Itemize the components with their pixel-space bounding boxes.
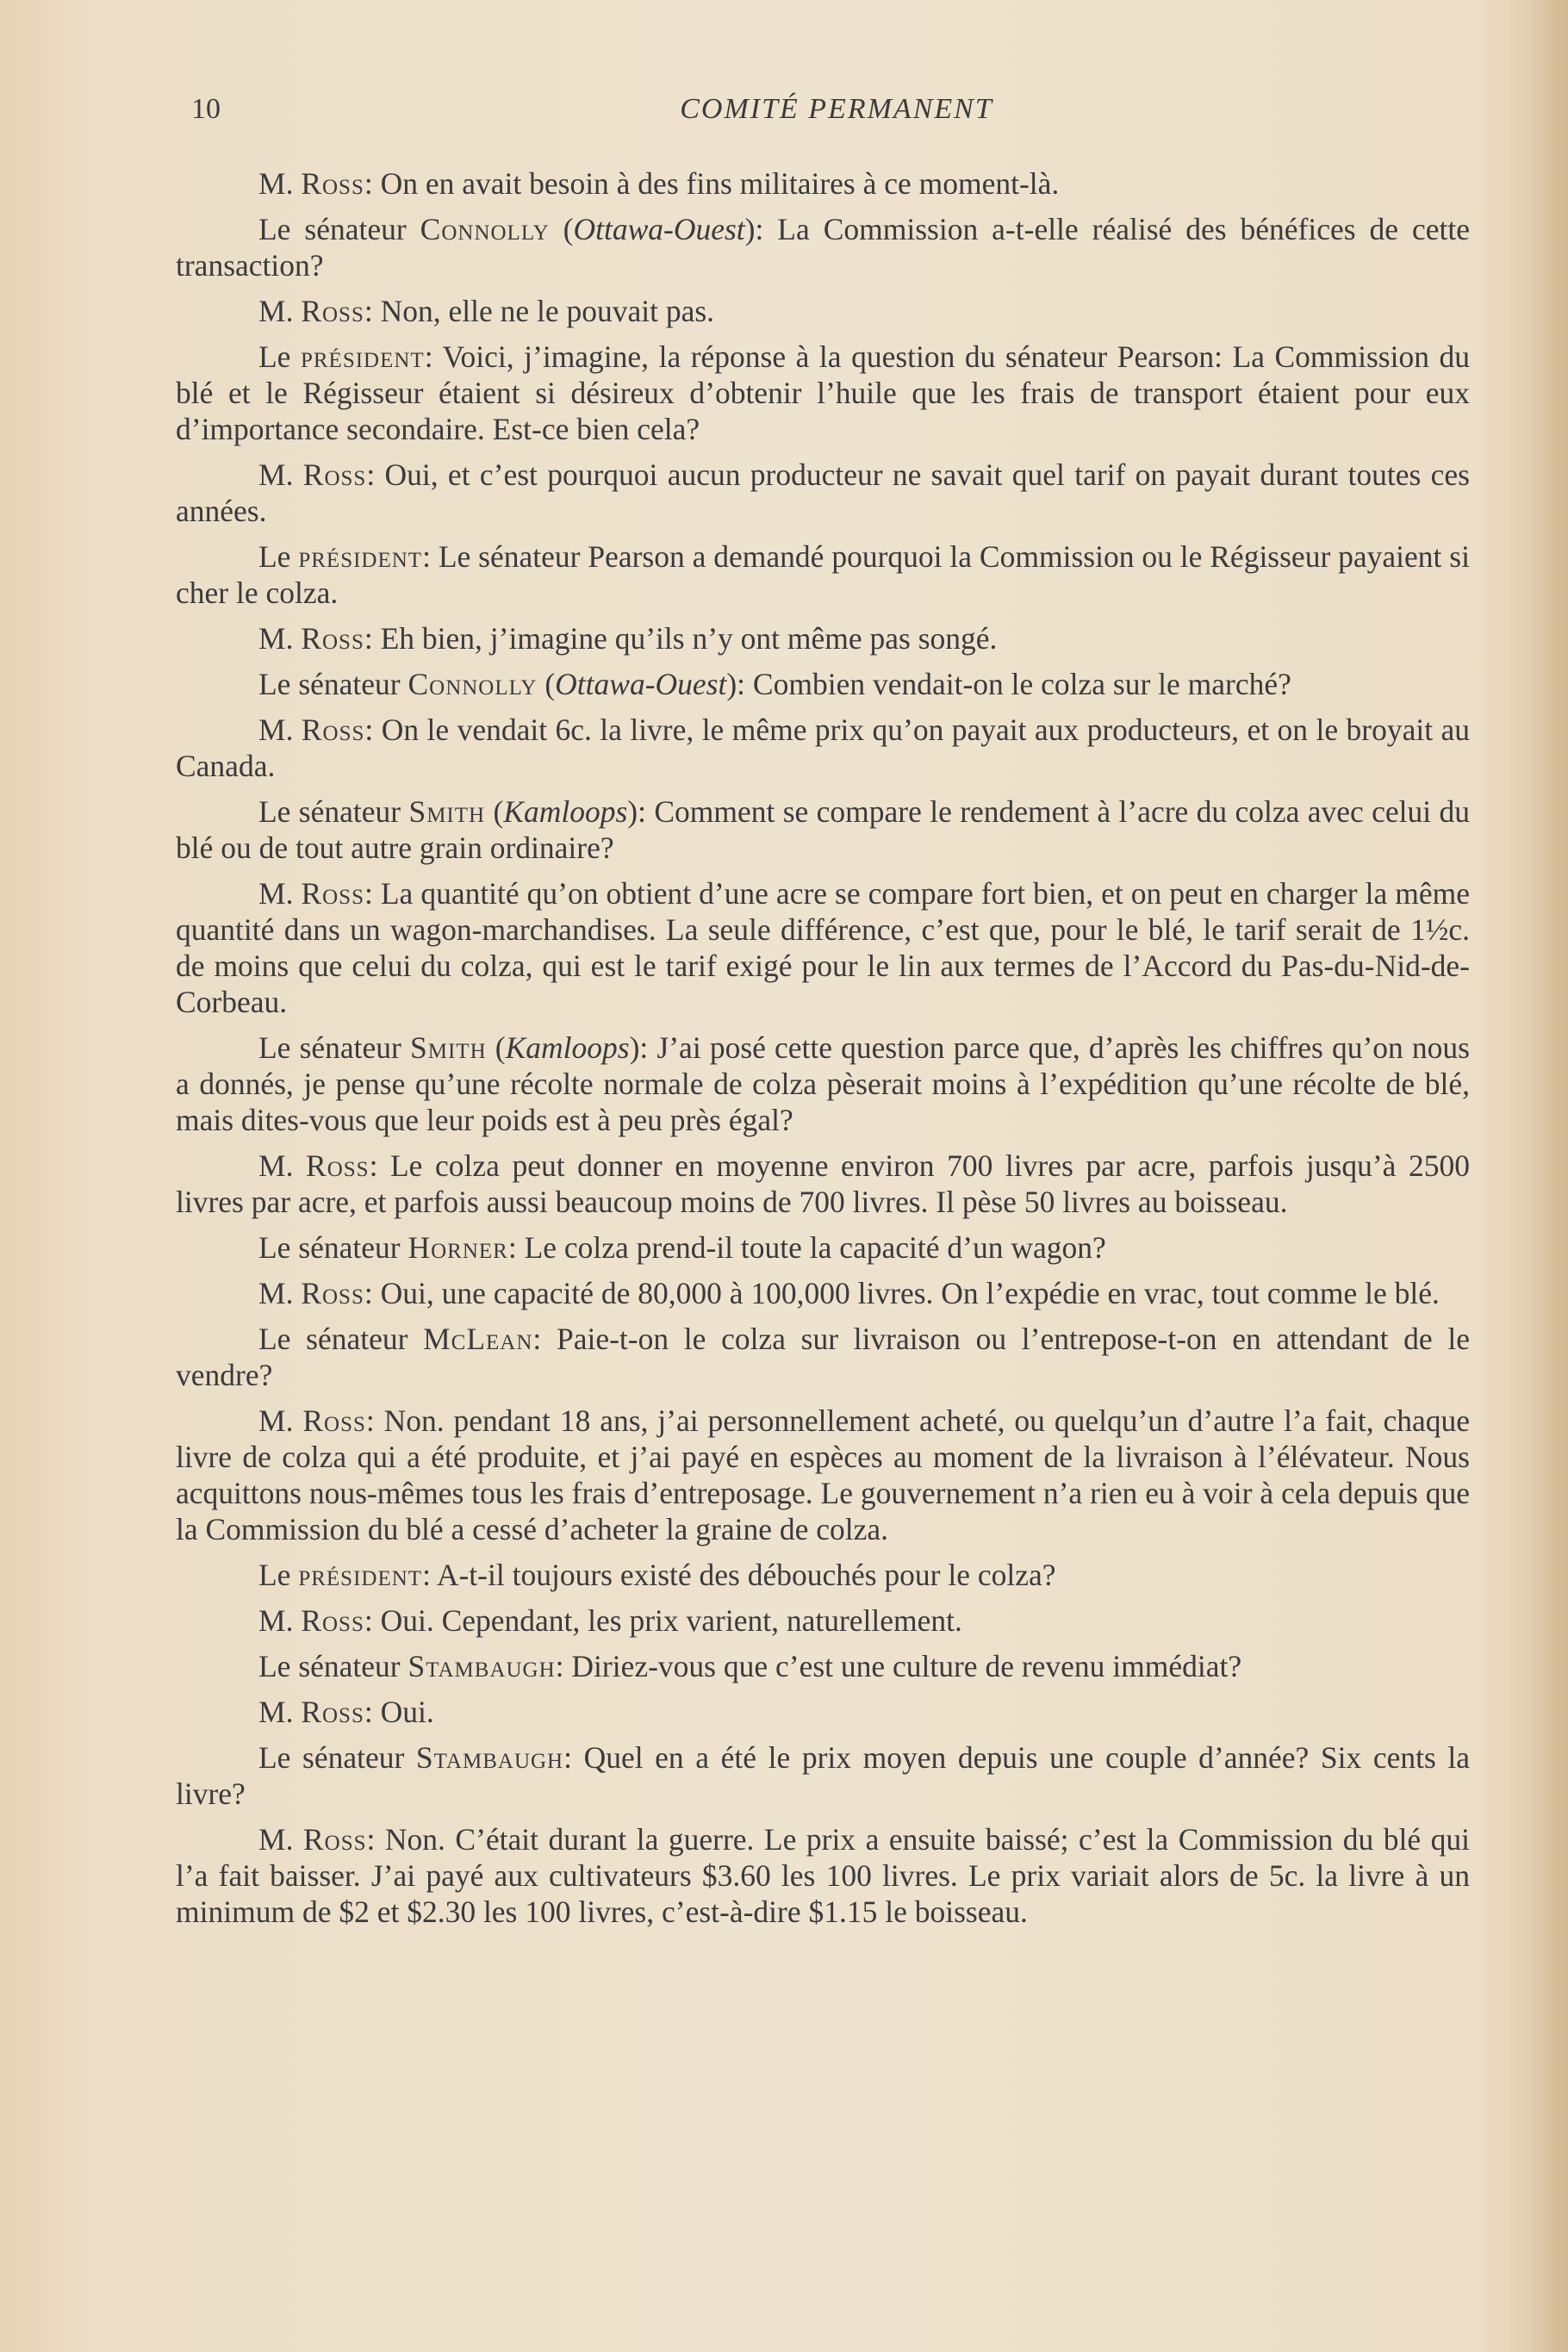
transcript-paragraph	[176, 165, 1470, 202]
page-number: 10	[191, 93, 221, 125]
transcript-paragraph	[176, 1648, 1470, 1684]
speaker-name: Ross	[301, 621, 364, 656]
speaker-prefix: Le	[258, 339, 301, 374]
transcript-paragraph	[176, 538, 1470, 611]
speaker-name: Ross	[302, 1403, 366, 1438]
speaker-prefix: M.	[258, 1603, 302, 1638]
speaker-prefix: Le sénateur	[258, 794, 409, 829]
speaker-prefix: Le sénateur	[258, 1322, 424, 1356]
speaker-prefix: M.	[258, 1276, 302, 1310]
statement-text: ): Comment se compare le rendement à l’acre du colza avec celui du blé ou de tout autre grain ordinaire?	[176, 794, 1470, 865]
statement-text: : Oui, et c’est pourquoi aucun producteur ne savait quel tarif on payait durant toutes ces années.	[176, 457, 1470, 528]
transcript-paragraph	[176, 1229, 1470, 1266]
transcript-paragraph	[176, 1739, 1470, 1812]
transcript-paragraph	[176, 293, 1470, 329]
speaker-riding: Kamloops	[503, 794, 628, 829]
speaker-prefix: Le	[258, 1558, 299, 1592]
statement-text: : Non, elle ne le pouvait pas.	[364, 294, 715, 328]
statement-text: : Le sénateur Pearson a demandé pourquoi la Commission ou le Régisseur payaient si cher le colza.	[176, 539, 1470, 610]
transcript-paragraph	[176, 457, 1470, 529]
speaker-name: Stambaugh	[408, 1649, 556, 1683]
transcript-paragraph	[176, 875, 1470, 1020]
running-title: COMITÉ PERMANENT	[680, 93, 993, 125]
statement-text: ): Combien vendait-on le colza sur le marché?	[726, 667, 1291, 701]
speaker-prefix: M.	[258, 876, 302, 911]
speaker-name: Smith	[408, 794, 486, 829]
transcript-paragraph	[176, 1557, 1470, 1593]
transcript-paragraph	[176, 211, 1470, 283]
transcript-paragraph	[176, 1403, 1470, 1547]
transcript-paragraph	[176, 1694, 1470, 1730]
speaker-name: Connolly	[420, 212, 550, 246]
statement-text: : On le vendait 6c. la livre, le même prix qu’on payait aux producteurs, et on le broyait au Canada.	[176, 712, 1470, 783]
transcript-paragraph	[176, 339, 1470, 447]
speaker-prefix: Le sénateur	[258, 1740, 416, 1775]
statement-text: : Diriez-vous que c’est une culture de revenu immédiat?	[555, 1649, 1242, 1683]
speaker-name: Ross	[301, 1276, 364, 1310]
transcript-paragraph	[176, 793, 1470, 866]
transcript-paragraph	[176, 1275, 1470, 1311]
speaker-name: Ross	[301, 1695, 364, 1729]
speaker-prefix: Le sénateur	[258, 1649, 408, 1683]
page-header	[191, 93, 1482, 136]
speaker-prefix: Le sénateur	[258, 1230, 408, 1265]
statement-text: : Oui. Cependant, les prix varient, naturellement.	[364, 1603, 962, 1638]
speaker-name: Connolly	[408, 667, 538, 701]
transcript-paragraph	[176, 1148, 1470, 1220]
statement-text: : Non. pendant 18 ans, j’ai personnellement acheté, ou quelqu’un d’autre l’a fait, chaque livre de colza qui a été produite, et j’ai payé en espèces au moment de la livraison à l’élévateur. Nous acquittons nous-mêmes tous les frais d’entreposage. Le gouvernement n’a rien eu à voir à cela depuis que la Commission du blé a cessé d’acheter la graine de colza.	[176, 1403, 1470, 1546]
statement-text: : Paie-t-on le colza sur livraison ou l’entrepose-t-on en attendant de le vendre?	[176, 1322, 1470, 1392]
speaker-riding: Kamloops	[505, 1030, 630, 1065]
speaker-name: Ross	[306, 1148, 370, 1183]
statement-text: : Oui, une capacité de 80,000 à 100,000 livres. On l’expédie en vrac, tout comme le blé.	[364, 1276, 1440, 1310]
page-edge-shadow	[1527, 0, 1568, 2352]
speaker-name: président	[300, 339, 425, 374]
speaker-name: Ross	[302, 1822, 367, 1857]
speaker-name: Ross	[301, 166, 364, 201]
transcript-paragraph	[176, 1321, 1470, 1393]
transcript-paragraph	[176, 620, 1470, 656]
speaker-name: Stambaugh	[415, 1740, 564, 1775]
statement-text: : Non. C’était durant la guerre. Le prix a ensuite baissé; c’est la Commission du blé qui l’a fait baisser. J’ai payé aux cultivateurs $3.60 les 100 livres. Le prix variait alors de 5c. la livre à un minimum de $2 et $2.30 les 100 livres, c’est-à-dire $1.15 le boisseau.	[176, 1822, 1470, 1929]
speaker-riding: Ottawa-Ouest	[555, 667, 727, 701]
transcript-body	[176, 165, 1470, 1939]
speaker-prefix: M.	[258, 1403, 303, 1438]
speaker-name: Ross	[302, 457, 367, 492]
speaker-name: Ross	[301, 1603, 364, 1638]
statement-text: : La quantité qu’on obtient d’une acre se compare fort bien, et on peut en charger la même quantité dans un wagon-marchandises. La seule différence, c’est que, pour le blé, le tarif serait de 1½c. de moins que celui du colza, qui est le tarif exigé pour le lin aux termes de l’Accord du Pas-du-Nid-de-Corbeau.	[176, 876, 1470, 1019]
statement-text: : A-t-il toujours existé des débouchés pour le colza?	[422, 1558, 1056, 1592]
speaker-prefix: Le sénateur	[258, 212, 420, 246]
speaker-prefix: M.	[258, 712, 302, 747]
speaker-name: président	[298, 1558, 423, 1592]
speaker-prefix: M.	[258, 1695, 302, 1729]
speaker-prefix: Le sénateur	[258, 1030, 410, 1065]
speaker-prefix: M.	[258, 1148, 307, 1183]
speaker-prefix: Le	[258, 539, 299, 574]
statement-text: : Oui.	[364, 1695, 434, 1729]
speaker-name: Horner	[408, 1230, 508, 1265]
statement-text: : Quel en a été le prix moyen depuis une couple d’année? Six cents la livre?	[176, 1740, 1470, 1811]
speaker-name: Ross	[301, 712, 365, 747]
transcript-paragraph	[176, 712, 1470, 784]
statement-text: : Voici, j’imagine, la réponse à la question du sénateur Pearson: La Commission du blé et le Régisseur étaient si désireux d’obtenir l’huile que les frais de transport étaient pour eux d’importance secondaire. Est-ce bien cela?	[176, 339, 1470, 446]
speaker-riding: Ottawa-Ouest	[573, 212, 745, 246]
statement-text: : Le colza peut donner en moyenne environ 700 livres par acre, parfois jusqu’à 2500 livres par acre, et parfois aussi beaucoup moins de 700 livres. Il pèse 50 livres au boisseau.	[176, 1148, 1470, 1219]
transcript-paragraph	[176, 1821, 1470, 1930]
speaker-name: Smith	[410, 1030, 487, 1065]
statement-text: : On en avait besoin à des fins militaires à ce moment-là.	[364, 166, 1060, 201]
speaker-name: Ross	[301, 876, 364, 911]
riding-open: (	[549, 212, 574, 246]
speaker-name: président	[298, 539, 423, 574]
speaker-name: McLean	[423, 1322, 533, 1356]
speaker-prefix: M.	[258, 166, 302, 201]
statement-text: : Eh bien, j’imagine qu’ils n’y ont même pas songé.	[364, 621, 998, 656]
speaker-prefix: M.	[258, 294, 302, 328]
transcript-paragraph	[176, 1602, 1470, 1639]
transcript-paragraph	[176, 666, 1470, 702]
riding-open: (	[537, 667, 556, 701]
speaker-prefix: M.	[258, 621, 302, 656]
speaker-prefix: M.	[258, 457, 303, 492]
riding-open: (	[486, 1030, 506, 1065]
statement-text: : Le colza prend-il toute la capacité d’un wagon?	[507, 1230, 1106, 1265]
speaker-prefix: M.	[258, 1822, 303, 1857]
speaker-prefix: Le sénateur	[258, 667, 408, 701]
statement-text: ): La Commission a-t-elle réalisé des bénéfices de cette transaction?	[176, 212, 1471, 283]
speaker-name: Ross	[301, 294, 364, 328]
transcript-paragraph	[176, 1030, 1470, 1138]
statement-text: ): J’ai posé cette question parce que, d’après les chiffres qu’on nous a donnés, je pense qu’une récolte normale de colza pèserait moins à l’expédition qu’une récolte de blé, mais dites-vous que leur poids est à peu près égal?	[176, 1030, 1470, 1137]
riding-open: (	[485, 794, 504, 829]
